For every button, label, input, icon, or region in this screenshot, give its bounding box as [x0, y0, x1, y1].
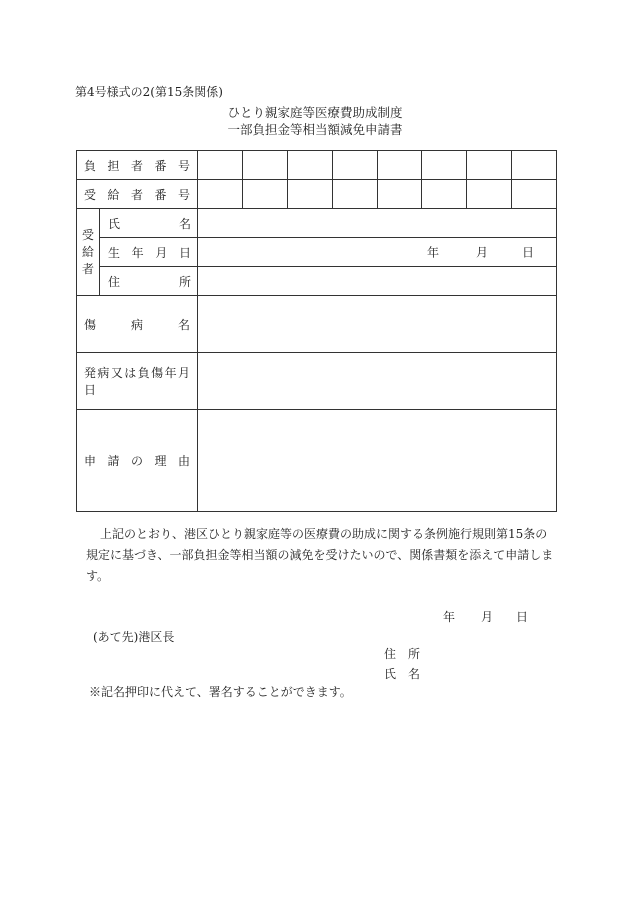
birthdate-label: 生年月日	[100, 238, 198, 267]
onset-field[interactable]	[198, 353, 557, 410]
date-day-unit: 日	[516, 610, 529, 624]
addressee: (あて先)港区長	[93, 630, 175, 644]
address-field[interactable]	[198, 267, 557, 296]
signature-note: ※記名押印に代えて、署名することができます。	[89, 685, 352, 699]
form-number: 第4号様式の2(第15条関係)	[75, 85, 223, 99]
burden-number-digit[interactable]	[243, 151, 288, 180]
date-month-unit: 月	[481, 610, 494, 624]
reason-label: 申請の理由	[77, 410, 198, 512]
recipient-number-digit[interactable]	[198, 180, 243, 209]
statement-paragraph: 上記のとおり、港区ひとり親家庭等の医療費の助成に関する条例施行規則第15条の規定に基づき、一部負担金等相当額の減免を受けたいので、関係書類を添えて申請します。	[86, 527, 554, 583]
onset-row	[77, 353, 557, 410]
burden-number-label: 負担者番号	[77, 151, 198, 180]
applicant-address-label: 住所	[384, 647, 433, 661]
birth-year-unit: 年	[427, 245, 440, 260]
reason-field[interactable]	[198, 410, 557, 512]
illness-field[interactable]	[198, 296, 557, 353]
recipient-number-row	[77, 180, 557, 209]
illness-label: 傷病名	[77, 296, 198, 353]
recipient-number-digit[interactable]	[378, 180, 422, 209]
application-form-table	[76, 150, 557, 512]
name-field[interactable]	[198, 209, 557, 238]
date-year-unit: 年	[443, 610, 456, 624]
recipient-number-label: 受給者番号	[77, 180, 198, 209]
burden-number-digit[interactable]	[378, 151, 422, 180]
burden-number-digit[interactable]	[422, 151, 467, 180]
recipient-number-digit[interactable]	[512, 180, 557, 209]
burden-number-digit[interactable]	[512, 151, 557, 180]
recipient-number-digit[interactable]	[333, 180, 378, 209]
recipient-group-label: 受 給 者	[77, 209, 100, 296]
name-label: 氏名	[100, 209, 198, 238]
recipient-number-digit[interactable]	[243, 180, 288, 209]
form-title-line2: 一部負担金等相当額減免申請書	[227, 122, 403, 137]
birth-month-unit: 月	[476, 245, 489, 260]
recipient-address-row	[77, 267, 557, 296]
burden-number-row	[77, 151, 557, 180]
recipient-birthdate-row	[77, 238, 557, 267]
burden-number-digit[interactable]	[288, 151, 333, 180]
birth-day-unit: 日	[522, 245, 535, 260]
recipient-number-digit[interactable]	[288, 180, 333, 209]
burden-number-digit[interactable]	[333, 151, 378, 180]
recipient-number-digit[interactable]	[422, 180, 467, 209]
recipient-name-row	[77, 209, 557, 238]
address-label: 住所	[100, 267, 198, 296]
recipient-number-digit[interactable]	[467, 180, 512, 209]
applicant-name-label: 氏名	[384, 667, 433, 681]
illness-row	[77, 296, 557, 353]
onset-label: 発病又は負傷年月日	[77, 353, 198, 410]
reason-row	[77, 410, 557, 512]
form-title-line1: ひとり親家庭等医療費助成制度	[227, 105, 403, 120]
birthdate-field[interactable]	[198, 238, 557, 267]
burden-number-digit[interactable]	[467, 151, 512, 180]
burden-number-digit[interactable]	[198, 151, 243, 180]
